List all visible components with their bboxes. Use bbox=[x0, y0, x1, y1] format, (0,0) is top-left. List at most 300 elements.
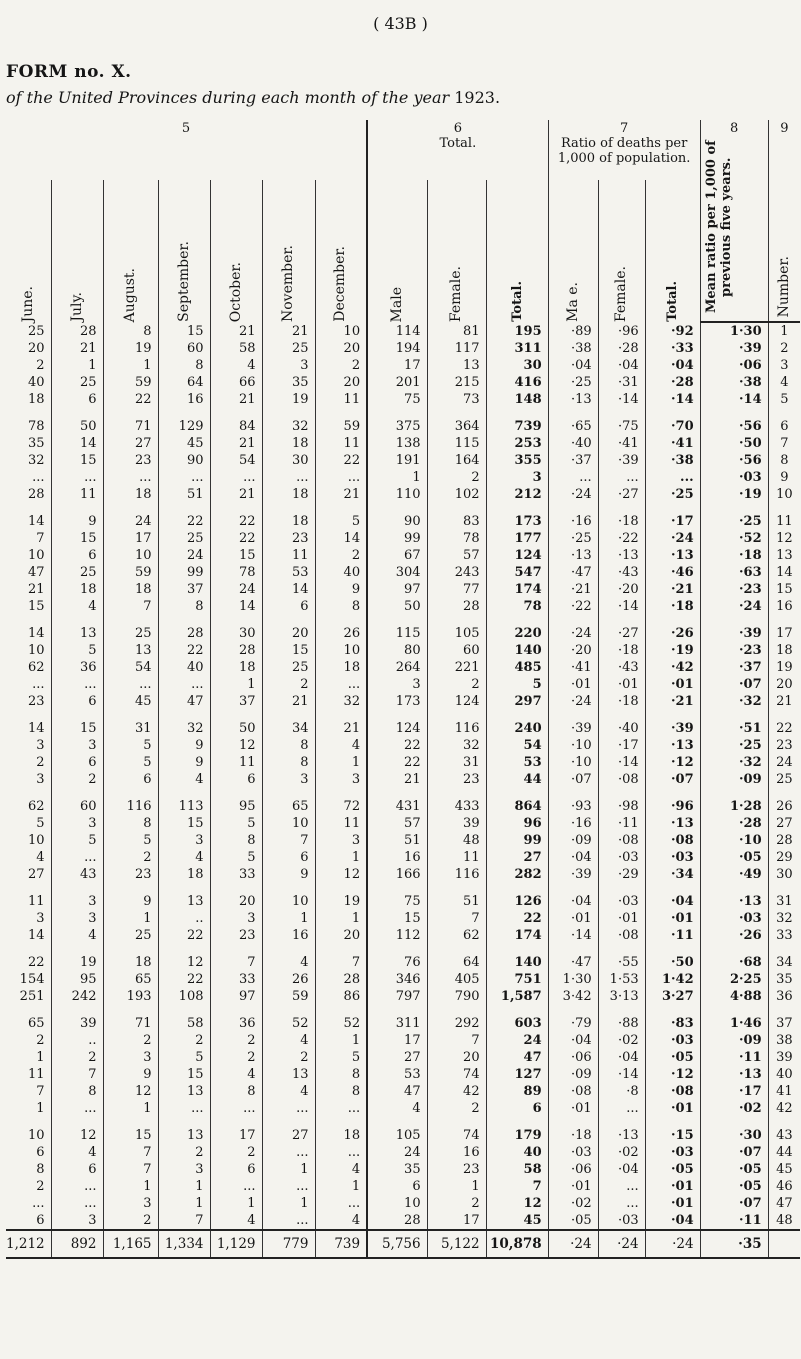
col-july bbox=[51, 180, 103, 322]
spacer-cell bbox=[768, 503, 800, 513]
table-cell: 8 bbox=[210, 832, 262, 849]
table-cell: 116 bbox=[427, 866, 486, 883]
spacer-cell bbox=[158, 710, 210, 720]
spacer-cell bbox=[103, 710, 158, 720]
table-cell: 311 bbox=[486, 340, 548, 357]
table-row bbox=[6, 581, 800, 598]
table-cell: 215 bbox=[427, 374, 486, 391]
table-cell: ·01 bbox=[645, 910, 700, 927]
total-cell: 5,122 bbox=[427, 1230, 486, 1258]
table-cell: 485 bbox=[486, 659, 548, 676]
spacer-cell bbox=[427, 944, 486, 954]
table-cell: 6 bbox=[51, 693, 103, 710]
table-cell: 138 bbox=[367, 435, 427, 452]
table-cell: ... bbox=[158, 469, 210, 486]
table-row bbox=[6, 1127, 800, 1144]
row-spacer bbox=[6, 1005, 800, 1015]
table-cell: ·22 bbox=[598, 530, 645, 547]
spacer-cell bbox=[645, 710, 700, 720]
table-cell: ·01 bbox=[645, 1178, 700, 1195]
table-cell: 38 bbox=[768, 1032, 800, 1049]
table-cell: 3 bbox=[262, 771, 315, 788]
table-cell: 15 bbox=[768, 581, 800, 598]
table-cell: ·09 bbox=[700, 771, 768, 788]
table-row bbox=[6, 954, 800, 971]
table-cell: 99 bbox=[158, 564, 210, 581]
table-cell: 21 bbox=[367, 771, 427, 788]
table-cell: 10 bbox=[27, 548, 45, 563]
table-row bbox=[6, 357, 800, 374]
table-cell: 5 bbox=[36, 816, 45, 831]
table-cell: 108 bbox=[158, 988, 210, 1005]
spacer-cell bbox=[158, 408, 210, 418]
table-cell: 81 bbox=[427, 322, 486, 340]
col-july-label: July. bbox=[68, 292, 85, 322]
table-cell: ·11 bbox=[598, 815, 645, 832]
table-cell: ·05 bbox=[700, 1178, 768, 1195]
table-cell: 10 bbox=[27, 1128, 45, 1143]
table-cell: .. bbox=[51, 1032, 103, 1049]
table-cell: 83 bbox=[427, 513, 486, 530]
table-cell: 20 bbox=[427, 1049, 486, 1066]
table-row bbox=[6, 391, 800, 408]
col-total-female bbox=[427, 180, 486, 322]
table-cell: 80 bbox=[367, 642, 427, 659]
table-cell: 44 bbox=[486, 771, 548, 788]
table-row bbox=[6, 418, 800, 435]
table-cell: 4 bbox=[51, 927, 103, 944]
spacer-cell bbox=[645, 503, 700, 513]
col-november-label: November. bbox=[280, 245, 296, 322]
col-june-label: June. bbox=[19, 285, 36, 322]
table-cell: 6 bbox=[36, 1213, 45, 1228]
page-number: ( 43B ) bbox=[373, 14, 428, 33]
spacer-cell bbox=[768, 1117, 800, 1127]
table-cell: ·01 bbox=[598, 676, 645, 693]
spacer-cell bbox=[427, 408, 486, 418]
table-cell: ·09 bbox=[548, 832, 598, 849]
table-cell: ·20 bbox=[598, 581, 645, 598]
table-cell: 36 bbox=[51, 659, 103, 676]
spacer-cell bbox=[210, 615, 262, 625]
table-cell: 264 bbox=[367, 659, 427, 676]
table-row bbox=[6, 1083, 800, 1100]
table-cell: ·14 bbox=[700, 391, 768, 408]
table-cell: 3 bbox=[315, 771, 367, 788]
spacer-cell bbox=[486, 1117, 548, 1127]
col-ratio-female bbox=[598, 180, 645, 322]
table-cell: ·21 bbox=[645, 693, 700, 710]
table-cell: 21 bbox=[315, 486, 367, 503]
spacer-cell bbox=[6, 1005, 51, 1015]
table-cell: 14 bbox=[27, 626, 45, 641]
table-cell: ·40 bbox=[598, 720, 645, 737]
table-cell: 2 bbox=[427, 676, 486, 693]
table-cell: ·41 bbox=[548, 659, 598, 676]
table-cell: 77 bbox=[427, 581, 486, 598]
table-cell: ... bbox=[103, 676, 158, 693]
table-cell: 84 bbox=[210, 418, 262, 435]
table-cell: 62 bbox=[427, 927, 486, 944]
table-cell: 5 bbox=[486, 676, 548, 693]
group-header-6: 6 bbox=[367, 120, 548, 136]
table-cell: 8 bbox=[158, 598, 210, 615]
table-cell: 32 bbox=[262, 418, 315, 435]
table-cell: 7 bbox=[158, 1212, 210, 1230]
table-cell: 26 bbox=[315, 625, 367, 642]
table-cell: 25 bbox=[103, 927, 158, 944]
table-cell: 15 bbox=[158, 322, 210, 340]
spacer-cell bbox=[262, 883, 315, 893]
spacer-cell bbox=[51, 503, 103, 513]
spacer-cell bbox=[210, 883, 262, 893]
table-cell: 7 bbox=[36, 1084, 45, 1099]
table-cell: 46 bbox=[768, 1178, 800, 1195]
table-cell: 1 bbox=[262, 910, 315, 927]
table-cell: 105 bbox=[367, 1127, 427, 1144]
table-cell: 2 bbox=[103, 1212, 158, 1230]
spacer-cell bbox=[598, 503, 645, 513]
table-cell: 7 bbox=[427, 1032, 486, 1049]
table-cell: ... bbox=[210, 1100, 262, 1117]
table-cell: ·10 bbox=[548, 754, 598, 771]
spacer-cell bbox=[598, 788, 645, 798]
table-cell: ·01 bbox=[645, 676, 700, 693]
table-cell: 3 bbox=[51, 1212, 103, 1230]
table-cell: 22 bbox=[158, 513, 210, 530]
spacer-cell bbox=[262, 503, 315, 513]
table-cell: 173 bbox=[367, 693, 427, 710]
table-cell: 11 bbox=[262, 547, 315, 564]
table-cell: ·04 bbox=[645, 893, 700, 910]
table-cell: 47 bbox=[768, 1195, 800, 1212]
table-cell: ·08 bbox=[645, 832, 700, 849]
table-cell: ·26 bbox=[645, 625, 700, 642]
table-cell: 23 bbox=[427, 771, 486, 788]
table-cell: 40 bbox=[27, 375, 45, 390]
table-cell: ... bbox=[51, 1178, 103, 1195]
table-cell: ·51 bbox=[700, 720, 768, 737]
table-cell: 364 bbox=[427, 418, 486, 435]
table-cell: ·01 bbox=[548, 1100, 598, 1117]
table-cell: 90 bbox=[367, 513, 427, 530]
table-cell: ·04 bbox=[548, 1032, 598, 1049]
table-cell: 22 bbox=[768, 720, 800, 737]
table-cell: 11 bbox=[315, 815, 367, 832]
table-cell: 375 bbox=[367, 418, 427, 435]
table-cell: 17 bbox=[210, 1127, 262, 1144]
table-row bbox=[6, 754, 800, 771]
spacer-cell bbox=[6, 1117, 51, 1127]
table-cell: 242 bbox=[51, 988, 103, 1005]
table-cell: 126 bbox=[486, 893, 548, 910]
table-row bbox=[6, 815, 800, 832]
table-cell: 24 bbox=[158, 547, 210, 564]
table-cell: 21 bbox=[210, 322, 262, 340]
col-ratio-male bbox=[548, 180, 598, 322]
table-cell: 11 bbox=[210, 754, 262, 771]
table-cell: 7 bbox=[427, 910, 486, 927]
table-cell: 251 bbox=[19, 989, 45, 1004]
table-cell: 5 bbox=[768, 391, 800, 408]
table-cell: ·24 bbox=[548, 693, 598, 710]
table-cell: ·38 bbox=[645, 452, 700, 469]
table-cell: 19 bbox=[103, 340, 158, 357]
table-cell: 24 bbox=[486, 1032, 548, 1049]
table-cell: ·27 bbox=[598, 625, 645, 642]
table-cell: ·08 bbox=[598, 832, 645, 849]
table-cell: 2 bbox=[768, 340, 800, 357]
table-cell: ... bbox=[645, 469, 700, 486]
table-cell: 18 bbox=[262, 435, 315, 452]
table-cell: ·01 bbox=[548, 1178, 598, 1195]
table-cell: ·04 bbox=[598, 357, 645, 374]
table-cell: ·42 bbox=[645, 659, 700, 676]
table-cell: 148 bbox=[486, 391, 548, 408]
table-cell: 1 bbox=[315, 1178, 367, 1195]
table-cell: 201 bbox=[367, 374, 427, 391]
table-cell: ·32 bbox=[700, 693, 768, 710]
table-cell: 27 bbox=[27, 867, 45, 882]
table-cell: 2 bbox=[51, 1049, 103, 1066]
table-cell: 21 bbox=[262, 322, 315, 340]
table-cell: 74 bbox=[427, 1127, 486, 1144]
spacer-cell bbox=[768, 408, 800, 418]
table-cell: 4 bbox=[768, 374, 800, 391]
table-cell: 32 bbox=[768, 910, 800, 927]
table-cell: 29 bbox=[768, 849, 800, 866]
table-cell: ... bbox=[315, 469, 367, 486]
spacer-cell bbox=[315, 1005, 367, 1015]
spacer-cell bbox=[210, 1005, 262, 1015]
table-cell: ·39 bbox=[548, 866, 598, 883]
table-cell: 7 bbox=[36, 531, 45, 546]
table-cell: 2 bbox=[36, 755, 45, 770]
table-cell: 5 bbox=[103, 832, 158, 849]
spacer-cell bbox=[768, 1005, 800, 1015]
spacer-cell bbox=[700, 615, 768, 625]
table-cell: 240 bbox=[486, 720, 548, 737]
table-cell: 17 bbox=[768, 625, 800, 642]
table-cell: 193 bbox=[103, 988, 158, 1005]
table-cell: 97 bbox=[367, 581, 427, 598]
table-cell: 3 bbox=[51, 910, 103, 927]
table-cell: 6 bbox=[51, 391, 103, 408]
total-cell: 1,334 bbox=[158, 1230, 210, 1258]
table-cell: ·03 bbox=[598, 893, 645, 910]
table-cell: ·56 bbox=[700, 418, 768, 435]
table-cell: 2 bbox=[36, 1179, 45, 1194]
table-cell: 7 bbox=[768, 435, 800, 452]
spacer-cell bbox=[158, 883, 210, 893]
spacer-cell bbox=[51, 883, 103, 893]
table-cell: 2 bbox=[262, 676, 315, 693]
spacer-cell bbox=[486, 615, 548, 625]
spacer-cell bbox=[598, 408, 645, 418]
spacer-cell bbox=[548, 408, 598, 418]
table-cell: 18 bbox=[210, 659, 262, 676]
table-cell: 13 bbox=[158, 1083, 210, 1100]
col-total-male-label: Male bbox=[388, 286, 405, 322]
table-cell: 40 bbox=[158, 659, 210, 676]
col-number-label: Number. bbox=[775, 255, 792, 317]
table-cell: 5 bbox=[103, 754, 158, 771]
spacer-cell bbox=[367, 788, 427, 798]
table-cell: 10 bbox=[367, 1195, 427, 1212]
table-cell: 179 bbox=[486, 1127, 548, 1144]
table-cell: 32 bbox=[158, 720, 210, 737]
spacer-cell bbox=[486, 788, 548, 798]
spacer-cell bbox=[486, 944, 548, 954]
table-cell: ·17 bbox=[700, 1083, 768, 1100]
table-cell: 53 bbox=[486, 754, 548, 771]
spacer-cell bbox=[262, 788, 315, 798]
table-cell: 2 bbox=[36, 1033, 45, 1048]
table-cell: 32 bbox=[315, 693, 367, 710]
table-row bbox=[6, 1195, 800, 1212]
subtitle-year: 1923. bbox=[454, 88, 501, 107]
table-cell: 43 bbox=[768, 1127, 800, 1144]
table-cell: 17 bbox=[103, 530, 158, 547]
table-cell: ·47 bbox=[548, 954, 598, 971]
table-cell: 54 bbox=[486, 737, 548, 754]
col-ratio-male-label: Ma e. bbox=[564, 282, 581, 322]
table-cell: ·75 bbox=[598, 418, 645, 435]
table-cell: 28 bbox=[27, 487, 45, 502]
table-cell: ·09 bbox=[548, 1066, 598, 1083]
table-cell: ·02 bbox=[700, 1100, 768, 1117]
table-cell: 20 bbox=[262, 625, 315, 642]
table-cell: 9 bbox=[315, 581, 367, 598]
subtitle bbox=[6, 88, 500, 107]
spacer-cell bbox=[645, 944, 700, 954]
table-cell: 30 bbox=[262, 452, 315, 469]
table-cell: 6 bbox=[36, 1145, 45, 1160]
row-spacer bbox=[6, 408, 800, 418]
table-cell: 37 bbox=[768, 1015, 800, 1032]
table-cell: ... bbox=[315, 676, 367, 693]
col-total-total bbox=[486, 180, 548, 322]
table-cell: ·25 bbox=[645, 486, 700, 503]
table-cell: ·24 bbox=[548, 625, 598, 642]
table-cell: ·28 bbox=[645, 374, 700, 391]
spacer-cell bbox=[51, 615, 103, 625]
table-cell: 739 bbox=[486, 418, 548, 435]
table-cell: 53 bbox=[262, 564, 315, 581]
table-cell: ·13 bbox=[700, 1066, 768, 1083]
table-cell: ·03 bbox=[700, 469, 768, 486]
table-cell: ·32 bbox=[700, 754, 768, 771]
spacer-cell bbox=[427, 1117, 486, 1127]
spacer-cell bbox=[367, 1005, 427, 1015]
table-cell: 18 bbox=[103, 581, 158, 598]
table-cell: 1·30 bbox=[548, 971, 598, 988]
table-cell: 26 bbox=[262, 971, 315, 988]
spacer-cell bbox=[598, 944, 645, 954]
spacer-cell bbox=[768, 710, 800, 720]
table-cell: ·03 bbox=[645, 1144, 700, 1161]
table-cell: 57 bbox=[367, 815, 427, 832]
table-cell: ... bbox=[315, 1100, 367, 1117]
table-cell: 50 bbox=[51, 418, 103, 435]
row-spacer bbox=[6, 710, 800, 720]
table-cell: 76 bbox=[367, 954, 427, 971]
table-cell: 31 bbox=[103, 720, 158, 737]
table-cell: ·18 bbox=[598, 513, 645, 530]
table-cell: 10 bbox=[103, 547, 158, 564]
table-cell: 13 bbox=[262, 1066, 315, 1083]
table-cell: 9 bbox=[103, 893, 158, 910]
table-cell: ·13 bbox=[598, 547, 645, 564]
table-cell: 35 bbox=[768, 971, 800, 988]
spacer-cell bbox=[598, 883, 645, 893]
table-cell: 15 bbox=[51, 720, 103, 737]
table-cell: 4 bbox=[36, 850, 45, 865]
table-cell: 864 bbox=[486, 798, 548, 815]
table-cell: 45 bbox=[768, 1161, 800, 1178]
table-cell: ·08 bbox=[645, 1083, 700, 1100]
table-cell: 195 bbox=[486, 322, 548, 340]
table-cell: 1 bbox=[427, 1178, 486, 1195]
table-cell: ·13 bbox=[645, 815, 700, 832]
table-cell: ·20 bbox=[548, 642, 598, 659]
table-cell: ... bbox=[262, 1100, 315, 1117]
table-cell: 25 bbox=[27, 323, 45, 339]
table-cell: 30 bbox=[486, 357, 548, 374]
table-cell: 20 bbox=[768, 676, 800, 693]
table-cell: 22 bbox=[27, 955, 45, 970]
table-cell: ·08 bbox=[598, 927, 645, 944]
end-rule-cell bbox=[6, 1258, 800, 1265]
spacer-cell bbox=[210, 710, 262, 720]
table-cell: ·63 bbox=[700, 564, 768, 581]
table-cell: 9 bbox=[103, 1066, 158, 1083]
table-cell: 40 bbox=[486, 1144, 548, 1161]
table-cell: 17 bbox=[367, 357, 427, 374]
total-cell: ·24 bbox=[645, 1230, 700, 1258]
spacer-cell bbox=[427, 788, 486, 798]
group-header-8: 8 bbox=[700, 120, 768, 136]
table-cell: ·08 bbox=[598, 771, 645, 788]
table-cell: 1 bbox=[103, 1100, 158, 1117]
table-cell: 16 bbox=[367, 849, 427, 866]
table-row bbox=[6, 1178, 800, 1195]
table-cell: 65 bbox=[262, 798, 315, 815]
table-cell: 47 bbox=[486, 1049, 548, 1066]
table-cell: 21 bbox=[210, 486, 262, 503]
spacer-cell bbox=[103, 408, 158, 418]
table-cell: 14 bbox=[27, 514, 45, 529]
table-cell: 73 bbox=[427, 391, 486, 408]
total-cell: 739 bbox=[315, 1230, 367, 1258]
table-cell: 48 bbox=[768, 1212, 800, 1230]
table-cell: 2 bbox=[210, 1049, 262, 1066]
table-cell: 253 bbox=[486, 435, 548, 452]
table-cell: 51 bbox=[367, 832, 427, 849]
table-cell: 304 bbox=[367, 564, 427, 581]
table-cell: ·13 bbox=[645, 737, 700, 754]
total-cell: ·24 bbox=[548, 1230, 598, 1258]
table-cell: ... bbox=[158, 676, 210, 693]
table-row bbox=[6, 1212, 800, 1230]
table-row bbox=[6, 374, 800, 391]
table-cell: 39 bbox=[51, 1015, 103, 1032]
table-cell: 3 bbox=[36, 738, 45, 753]
table-cell: 50 bbox=[367, 598, 427, 615]
spacer-cell bbox=[103, 883, 158, 893]
table-cell: ·21 bbox=[645, 581, 700, 598]
spacer-cell bbox=[103, 788, 158, 798]
